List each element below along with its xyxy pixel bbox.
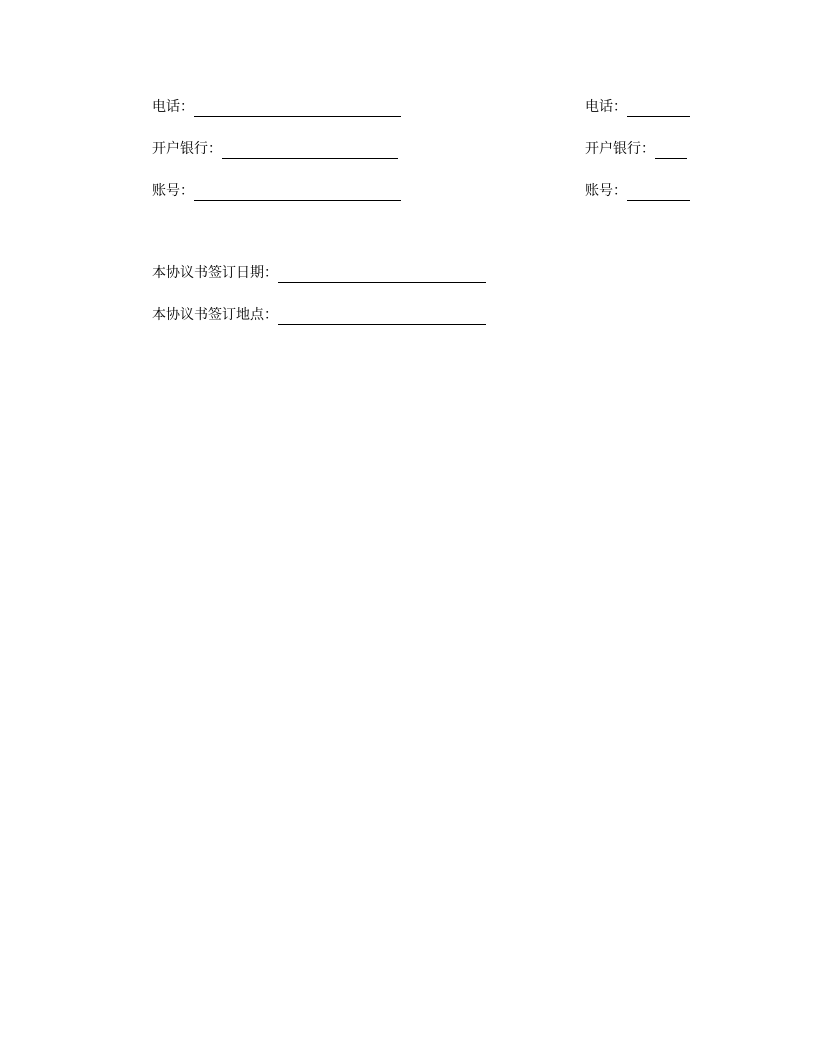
- signing-date-field: [152, 263, 486, 283]
- left-bank-blank-line: [222, 142, 398, 159]
- left-bank-field: [152, 139, 398, 159]
- signing-date-label: 本协议书签订日期：: [152, 265, 278, 281]
- left-phone-field: [152, 97, 401, 117]
- left-phone-label: 电话：: [152, 99, 194, 115]
- right-bank-field: [585, 139, 687, 159]
- signing-place-blank-line: [278, 308, 486, 325]
- right-account-field: [585, 181, 690, 201]
- left-phone-blank-line: [194, 100, 401, 117]
- left-bank-label: 开户银行：: [152, 141, 222, 157]
- signing-date-blank-line: [278, 266, 486, 283]
- right-bank-blank-line: [655, 142, 687, 159]
- signing-place-field: [152, 305, 486, 325]
- right-bank-label: 开户银行：: [585, 141, 655, 157]
- right-account-blank-line: [627, 184, 690, 201]
- signing-place-label: 本协议书签订地点：: [152, 307, 278, 323]
- right-phone-label: 电话：: [585, 99, 627, 115]
- right-account-label: 账号：: [585, 183, 627, 199]
- right-phone-field: [585, 97, 690, 117]
- left-account-blank-line: [194, 184, 401, 201]
- left-account-label: 账号：: [152, 183, 194, 199]
- right-phone-blank-line: [627, 100, 690, 117]
- left-account-field: [152, 181, 401, 201]
